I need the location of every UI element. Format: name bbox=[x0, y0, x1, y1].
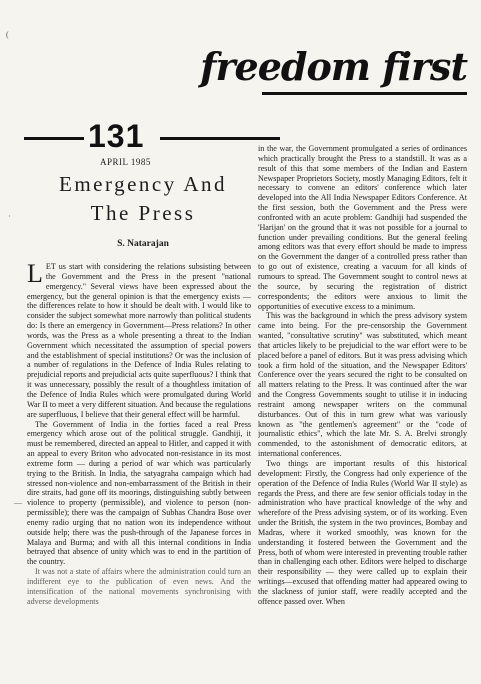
issue-number: 131 bbox=[88, 118, 145, 154]
paragraph-text: ET us start with considering the relations subsisting between the Government and the Press in the present "national emergency." Several views have been expressed about the emergency, but the general opinion is that the emergency exists — the differences relate to how it should be dealt with. I would like to consider the subject somewhat more narrowly than political students do: Is there an emergency in Government—Press relations? In other words, was the Press as a whole presenting a threat to the Indian Government which necessitated the assumption of special powers and the establishment of special institutions? Or was the inclusion of a number of regulations in the Defence of India Rules relating to prejudicial reports and prejudicial acts quite superfluous? I think that it was unnecessary, possibly the result of a thoughtless imitation of the Defence of India Rules which were promulgated during World War II to meet a very different situation. And because the regulations are superfluous, I believe that their general effect will be harmful. bbox=[27, 262, 251, 419]
margin-mark: — bbox=[14, 498, 22, 507]
article-title-line-1: Emergency And bbox=[59, 172, 227, 196]
paragraph: It was not a state of affairs where the administration could turn an indifferent eye to the publication of even news. And the intensification of the national movements synchronising with adverse developments bbox=[27, 567, 251, 606]
paragraph: Two things are important results of this historical development: Firstly, the Congress had only experience of the operation of the Defence of India Rules (World War II style) as regards the Press, and there are few senior officials today in the administration who have practical knowledge of the why and wherefore of the Press advising system, or of its working. Even under the British, the system in the two provinces, Bombay and Madras, where it worked smoothly, was known for the understanding it fostered between the Government and the Press, both of whom were interested in preventing trouble rather than in challenging each other. Editors were helped to discharge their responsibility — they were called up to explain their writings—excused that offending matter had appeared owing to the slackness of junior staff, were readily accepted and the offence passed over. When bbox=[258, 459, 467, 606]
paragraph: in the war, the Government promulgated a series of ordinances which practically brought the Press to a standstill. It was as a result of this that some members of the Indian and Eastern Newspaper Proprietors Society, mostly Managing Editors, felt it necessary to convene an editors' conference which later developed into the All India Newspaper Editors Conference. At the first session, both the Government and the Press were confronted with an acute problem: Gandhiji had suspended the 'Harijan' on the ground that it was not possible for a journal to function under prevailing conditions. But the general feeling among editors was that every effort should be made to impress on the Government the danger of a controlled press rather than to go out of existence, creating a vacuum for all kinds of rumours to spread. The Government sought to control news at the source, by securing the registration of district correspondents; the editors were anxious to limit the opportunities of executive excess to a minimum. bbox=[258, 144, 467, 311]
issue-rule-left bbox=[24, 137, 84, 140]
margin-mark: · bbox=[8, 212, 11, 221]
article-column-right bbox=[258, 144, 467, 684]
article-title-line-2: The Press bbox=[90, 201, 196, 225]
magazine-masthead: freedom first bbox=[200, 44, 467, 89]
drop-cap: L bbox=[27, 262, 43, 288]
issue-rule-right bbox=[160, 137, 280, 140]
paragraph: The Government of India in the forties faced a real Press emergency which arose out of the political struggle. Gandhiji, it must be remembered, directed an appeal to Hitler, and capped it with an appeal to every Briton who advocated non-resistance in its most extreme form — during a period of war which was particularly trying to the British. In India, the satyagraha campaign which had stressed non-violence and non-embarrassment of the British in their dire straits, had gone off its moorings, distinguishing subtly between violence to property (permissible), and violence to person (non-permissible); there was the campaign of Subhas Chandra Bose over enemy radio urging that no nation won its independence without outside help; there was the push-through of the Japanese forces in Malaya and Burma; and with all this internal conditions in India betrayed that absence of unity which was to end in the partition of the country. bbox=[27, 419, 251, 567]
masthead-rule bbox=[262, 92, 467, 95]
article-column-left bbox=[27, 262, 251, 682]
paragraph: This was the background in which the press advisory system came into being. For the pre-censorship the Government wanted, "consultative scrutiny" was substituted, which meant that articles likely to be prejudicial to the war effort were to be placed before a panel of editors. But it was press advising which took a firm hold of the situation, and the Newspaper Editors' Conference over the years secured the right to be consulted on all matters relating to the Press. It was continued after the war and the Congress Governments sought to utilise it in inducing restraint among newspaper writers on the communal disturbances. Out of this in turn grew what was variously known as "the gentlemen's agreement" or the "code of journalistic ethics", which the late Mr. S. A. Brelvi strongly commended, to the astonishment of democratic editors, at international conferences. bbox=[258, 311, 467, 459]
article-author: S. Natarajan bbox=[117, 239, 169, 249]
article-title bbox=[30, 170, 256, 228]
margin-mark: ( bbox=[6, 30, 9, 39]
issue-date: APRIL 1985 bbox=[100, 157, 151, 167]
paragraph bbox=[27, 262, 251, 420]
